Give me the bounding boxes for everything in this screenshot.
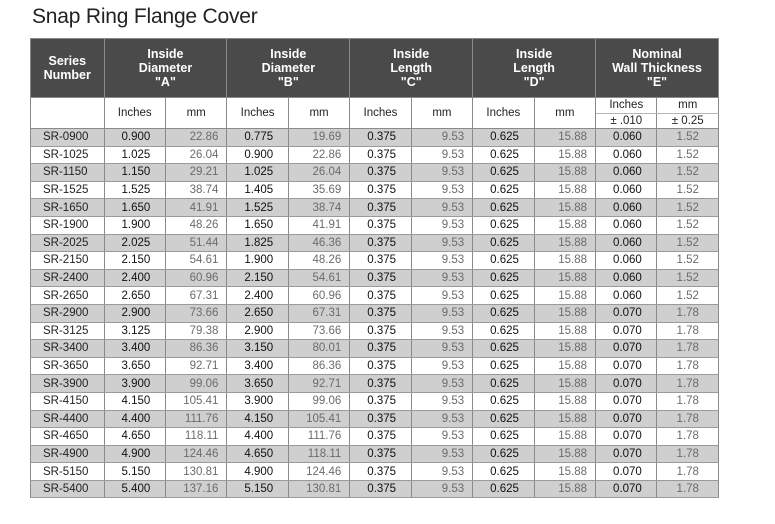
diameter-a-inches-cell: 4.900 — [104, 445, 165, 463]
wall-e-mm-cell: 1.78 — [657, 357, 719, 375]
unit-inches-b: Inches — [227, 98, 288, 129]
inside-diameter-b-header: Inside Diameter "B" — [227, 39, 350, 98]
series-number-cell: SR-1025 — [31, 146, 105, 164]
wall-e-inches-cell: 0.070 — [596, 304, 657, 322]
length-d-mm-cell: 15.88 — [534, 216, 595, 234]
length-d-inches-cell: 0.625 — [473, 304, 534, 322]
diameter-b-mm-cell: 38.74 — [288, 199, 349, 217]
length-c-inches-cell: 0.375 — [350, 428, 411, 446]
nominal-wall-thickness-e-header: Nominal Wall Thickness "E" — [596, 39, 719, 98]
table-row — [31, 375, 719, 393]
length-c-inches-cell: 0.375 — [350, 445, 411, 463]
inside-diameter-a-header: Inside Diameter "A" — [104, 39, 227, 98]
table-row — [31, 322, 719, 340]
series-number-cell: SR-1525 — [31, 181, 105, 199]
length-d-inches-cell: 0.625 — [473, 216, 534, 234]
length-c-mm-cell: 9.53 — [411, 428, 472, 446]
table-row — [31, 146, 719, 164]
length-c-mm-cell: 9.53 — [411, 252, 472, 270]
wall-e-inches-cell: 0.060 — [596, 269, 657, 287]
diameter-b-inches-cell: 4.400 — [227, 428, 288, 446]
diameter-a-inches-cell: 1.900 — [104, 216, 165, 234]
wall-e-inches-cell: 0.070 — [596, 428, 657, 446]
diameter-a-mm-cell: 92.71 — [165, 357, 226, 375]
diameter-b-mm-cell: 46.36 — [288, 234, 349, 252]
series-number-cell: SR-3650 — [31, 357, 105, 375]
length-d-mm-cell: 15.88 — [534, 375, 595, 393]
diameter-b-mm-cell: 130.81 — [288, 480, 349, 498]
length-c-inches-cell: 0.375 — [350, 480, 411, 498]
wall-e-inches-cell: 0.070 — [596, 410, 657, 428]
diameter-b-inches-cell: 4.150 — [227, 410, 288, 428]
length-c-mm-cell: 9.53 — [411, 287, 472, 305]
diameter-a-inches-cell: 1.025 — [104, 146, 165, 164]
diameter-b-mm-cell: 54.61 — [288, 269, 349, 287]
length-c-inches-cell: 0.375 — [350, 357, 411, 375]
table-row — [31, 181, 719, 199]
unit-inches-d: Inches — [473, 98, 534, 129]
inside-length-c-header: Inside Length "C" — [350, 39, 473, 98]
diameter-b-inches-cell: 3.400 — [227, 357, 288, 375]
diameter-a-mm-cell: 137.16 — [165, 480, 226, 498]
wall-e-inches-cell: 0.060 — [596, 164, 657, 182]
diameter-a-mm-cell: 54.61 — [165, 252, 226, 270]
series-number-cell: SR-4400 — [31, 410, 105, 428]
diameter-b-inches-cell: 1.650 — [227, 216, 288, 234]
length-d-mm-cell: 15.88 — [534, 428, 595, 446]
length-c-mm-cell: 9.53 — [411, 181, 472, 199]
diameter-a-mm-cell: 29.21 — [165, 164, 226, 182]
length-c-mm-cell: 9.53 — [411, 480, 472, 498]
page-title: Snap Ring Flange Cover — [32, 5, 258, 28]
series-number-cell: SR-3400 — [31, 340, 105, 358]
length-d-mm-cell: 15.88 — [534, 410, 595, 428]
wall-e-inches-cell: 0.060 — [596, 199, 657, 217]
spec-table — [30, 38, 719, 498]
wall-e-mm-cell: 1.78 — [657, 445, 719, 463]
length-d-mm-cell: 15.88 — [534, 392, 595, 410]
diameter-a-inches-cell: 3.650 — [104, 357, 165, 375]
length-c-inches-cell: 0.375 — [350, 287, 411, 305]
length-d-inches-cell: 0.625 — [473, 428, 534, 446]
diameter-b-inches-cell: 1.825 — [227, 234, 288, 252]
length-c-inches-cell: 0.375 — [350, 199, 411, 217]
header-row — [31, 39, 719, 98]
wall-e-mm-cell: 1.52 — [657, 199, 719, 217]
wall-e-mm-cell: 1.52 — [657, 164, 719, 182]
unit-mm-b: mm — [288, 98, 349, 129]
diameter-b-inches-cell: 2.900 — [227, 322, 288, 340]
length-c-inches-cell: 0.375 — [350, 164, 411, 182]
table-row — [31, 357, 719, 375]
table-row — [31, 304, 719, 322]
length-c-mm-cell: 9.53 — [411, 199, 472, 217]
diameter-b-inches-cell: 0.775 — [227, 129, 288, 147]
diameter-b-inches-cell: 5.150 — [227, 480, 288, 498]
diameter-a-mm-cell: 79.38 — [165, 322, 226, 340]
length-d-inches-cell: 0.625 — [473, 480, 534, 498]
unit-mm-d: mm — [534, 98, 595, 129]
diameter-b-mm-cell: 111.76 — [288, 428, 349, 446]
series-number-cell: SR-5150 — [31, 463, 105, 481]
table-row — [31, 234, 719, 252]
diameter-b-mm-cell: 92.71 — [288, 375, 349, 393]
table-body — [31, 129, 719, 498]
table-row — [31, 287, 719, 305]
wall-e-mm-cell: 1.78 — [657, 428, 719, 446]
length-c-mm-cell: 9.53 — [411, 463, 472, 481]
diameter-b-inches-cell: 0.900 — [227, 146, 288, 164]
wall-e-mm-cell: 1.78 — [657, 340, 719, 358]
table-row — [31, 269, 719, 287]
table-row — [31, 410, 719, 428]
length-c-inches-cell: 0.375 — [350, 340, 411, 358]
table-row — [31, 463, 719, 481]
length-c-mm-cell: 9.53 — [411, 304, 472, 322]
length-c-mm-cell: 9.53 — [411, 375, 472, 393]
series-number-cell: SR-3900 — [31, 375, 105, 393]
length-c-inches-cell: 0.375 — [350, 269, 411, 287]
length-d-inches-cell: 0.625 — [473, 252, 534, 270]
length-c-inches-cell: 0.375 — [350, 322, 411, 340]
length-d-mm-cell: 15.88 — [534, 287, 595, 305]
series-number-cell: SR-1900 — [31, 216, 105, 234]
wall-e-inches-cell: 0.060 — [596, 252, 657, 270]
diameter-a-mm-cell: 99.06 — [165, 375, 226, 393]
length-d-mm-cell: 15.88 — [534, 234, 595, 252]
series-number-cell: SR-1650 — [31, 199, 105, 217]
length-d-mm-cell: 15.88 — [534, 340, 595, 358]
length-d-mm-cell: 15.88 — [534, 269, 595, 287]
unit-mm-e: mm — [657, 98, 719, 114]
inside-length-d-header: Inside Length "D" — [473, 39, 596, 98]
diameter-b-inches-cell: 1.405 — [227, 181, 288, 199]
diameter-a-mm-cell: 26.04 — [165, 146, 226, 164]
diameter-b-inches-cell: 3.900 — [227, 392, 288, 410]
diameter-a-inches-cell: 5.150 — [104, 463, 165, 481]
wall-e-mm-cell: 1.52 — [657, 269, 719, 287]
length-d-inches-cell: 0.625 — [473, 287, 534, 305]
series-unit-blank — [31, 98, 105, 129]
series-number-cell: SR-2900 — [31, 304, 105, 322]
diameter-a-mm-cell: 41.91 — [165, 199, 226, 217]
series-number-cell: SR-2650 — [31, 287, 105, 305]
wall-e-mm-cell: 1.78 — [657, 375, 719, 393]
diameter-b-inches-cell: 4.900 — [227, 463, 288, 481]
length-c-mm-cell: 9.53 — [411, 357, 472, 375]
diameter-b-inches-cell: 1.525 — [227, 199, 288, 217]
wall-e-mm-cell: 1.78 — [657, 304, 719, 322]
diameter-b-mm-cell: 35.69 — [288, 181, 349, 199]
diameter-b-mm-cell: 99.06 — [288, 392, 349, 410]
length-d-inches-cell: 0.625 — [473, 410, 534, 428]
wall-e-inches-cell: 0.070 — [596, 392, 657, 410]
diameter-a-inches-cell: 3.125 — [104, 322, 165, 340]
diameter-a-inches-cell: 2.400 — [104, 269, 165, 287]
diameter-a-mm-cell: 73.66 — [165, 304, 226, 322]
diameter-a-mm-cell: 124.46 — [165, 445, 226, 463]
length-c-inches-cell: 0.375 — [350, 181, 411, 199]
table-row — [31, 164, 719, 182]
length-c-mm-cell: 9.53 — [411, 146, 472, 164]
length-d-inches-cell: 0.625 — [473, 129, 534, 147]
wall-e-mm-cell: 1.78 — [657, 392, 719, 410]
wall-e-mm-cell: 1.52 — [657, 181, 719, 199]
length-c-inches-cell: 0.375 — [350, 392, 411, 410]
table-row — [31, 129, 719, 147]
length-c-mm-cell: 9.53 — [411, 269, 472, 287]
table-row — [31, 392, 719, 410]
diameter-a-inches-cell: 2.025 — [104, 234, 165, 252]
diameter-b-mm-cell: 67.31 — [288, 304, 349, 322]
diameter-b-mm-cell: 80.01 — [288, 340, 349, 358]
length-d-mm-cell: 15.88 — [534, 252, 595, 270]
wall-e-mm-cell: 1.52 — [657, 129, 719, 147]
diameter-a-inches-cell: 2.150 — [104, 252, 165, 270]
wall-e-inches-cell: 0.070 — [596, 322, 657, 340]
length-d-inches-cell: 0.625 — [473, 146, 534, 164]
diameter-b-inches-cell: 2.150 — [227, 269, 288, 287]
length-d-inches-cell: 0.625 — [473, 164, 534, 182]
wall-e-mm-cell: 1.78 — [657, 463, 719, 481]
diameter-a-inches-cell: 0.900 — [104, 129, 165, 147]
length-c-mm-cell: 9.53 — [411, 129, 472, 147]
diameter-b-mm-cell: 86.36 — [288, 357, 349, 375]
unit-mm-c: mm — [411, 98, 472, 129]
diameter-b-mm-cell: 41.91 — [288, 216, 349, 234]
diameter-b-mm-cell: 22.86 — [288, 146, 349, 164]
wall-e-mm-cell: 1.52 — [657, 234, 719, 252]
diameter-b-mm-cell: 105.41 — [288, 410, 349, 428]
diameter-a-mm-cell: 105.41 — [165, 392, 226, 410]
diameter-a-mm-cell: 48.26 — [165, 216, 226, 234]
diameter-b-inches-cell: 3.650 — [227, 375, 288, 393]
length-d-mm-cell: 15.88 — [534, 181, 595, 199]
length-d-inches-cell: 0.625 — [473, 269, 534, 287]
tolerance-mm: ± 0.25 — [657, 113, 719, 129]
length-c-inches-cell: 0.375 — [350, 252, 411, 270]
diameter-b-mm-cell: 124.46 — [288, 463, 349, 481]
table-row — [31, 252, 719, 270]
wall-e-inches-cell: 0.070 — [596, 445, 657, 463]
series-number-cell: SR-4150 — [31, 392, 105, 410]
diameter-a-inches-cell: 1.525 — [104, 181, 165, 199]
length-d-inches-cell: 0.625 — [473, 463, 534, 481]
length-c-mm-cell: 9.53 — [411, 216, 472, 234]
wall-e-mm-cell: 1.52 — [657, 216, 719, 234]
diameter-a-inches-cell: 1.150 — [104, 164, 165, 182]
length-d-mm-cell: 15.88 — [534, 304, 595, 322]
wall-e-inches-cell: 0.060 — [596, 181, 657, 199]
diameter-b-inches-cell: 4.650 — [227, 445, 288, 463]
length-c-mm-cell: 9.53 — [411, 340, 472, 358]
length-d-mm-cell: 15.88 — [534, 146, 595, 164]
table-row — [31, 445, 719, 463]
wall-e-mm-cell: 1.52 — [657, 146, 719, 164]
length-d-inches-cell: 0.625 — [473, 340, 534, 358]
length-c-mm-cell: 9.53 — [411, 322, 472, 340]
length-c-inches-cell: 0.375 — [350, 463, 411, 481]
table-row — [31, 216, 719, 234]
length-d-mm-cell: 15.88 — [534, 445, 595, 463]
length-d-inches-cell: 0.625 — [473, 392, 534, 410]
wall-e-mm-cell: 1.78 — [657, 480, 719, 498]
diameter-a-mm-cell: 51.44 — [165, 234, 226, 252]
series-header: Series Number — [31, 39, 105, 98]
diameter-a-inches-cell: 4.150 — [104, 392, 165, 410]
wall-e-inches-cell: 0.060 — [596, 129, 657, 147]
wall-e-inches-cell: 0.060 — [596, 234, 657, 252]
length-c-inches-cell: 0.375 — [350, 129, 411, 147]
diameter-a-inches-cell: 1.650 — [104, 199, 165, 217]
diameter-a-inches-cell: 3.400 — [104, 340, 165, 358]
diameter-b-inches-cell: 2.650 — [227, 304, 288, 322]
diameter-a-mm-cell: 60.96 — [165, 269, 226, 287]
length-c-mm-cell: 9.53 — [411, 410, 472, 428]
unit-mm-a: mm — [165, 98, 226, 129]
length-c-inches-cell: 0.375 — [350, 304, 411, 322]
wall-e-inches-cell: 0.060 — [596, 146, 657, 164]
tolerance-inches: ± .010 — [596, 113, 657, 129]
diameter-b-mm-cell: 48.26 — [288, 252, 349, 270]
length-c-inches-cell: 0.375 — [350, 375, 411, 393]
length-d-inches-cell: 0.625 — [473, 357, 534, 375]
series-number-cell: SR-4650 — [31, 428, 105, 446]
length-c-mm-cell: 9.53 — [411, 234, 472, 252]
diameter-a-mm-cell: 118.11 — [165, 428, 226, 446]
length-d-inches-cell: 0.625 — [473, 445, 534, 463]
length-c-inches-cell: 0.375 — [350, 216, 411, 234]
length-c-mm-cell: 9.53 — [411, 392, 472, 410]
diameter-a-inches-cell: 2.900 — [104, 304, 165, 322]
wall-e-mm-cell: 1.78 — [657, 410, 719, 428]
series-number-cell: SR-0900 — [31, 129, 105, 147]
wall-e-mm-cell: 1.52 — [657, 252, 719, 270]
table-row — [31, 480, 719, 498]
diameter-a-inches-cell: 5.400 — [104, 480, 165, 498]
length-c-inches-cell: 0.375 — [350, 410, 411, 428]
length-d-mm-cell: 15.88 — [534, 164, 595, 182]
diameter-a-inches-cell: 4.400 — [104, 410, 165, 428]
diameter-b-mm-cell: 26.04 — [288, 164, 349, 182]
wall-e-inches-cell: 0.070 — [596, 480, 657, 498]
length-c-inches-cell: 0.375 — [350, 234, 411, 252]
series-number-cell: SR-5400 — [31, 480, 105, 498]
diameter-a-mm-cell: 22.86 — [165, 129, 226, 147]
unit-inches-e: Inches — [596, 98, 657, 114]
length-d-mm-cell: 15.88 — [534, 463, 595, 481]
length-d-mm-cell: 15.88 — [534, 129, 595, 147]
diameter-a-mm-cell: 67.31 — [165, 287, 226, 305]
diameter-b-inches-cell: 2.400 — [227, 287, 288, 305]
diameter-b-mm-cell: 60.96 — [288, 287, 349, 305]
unit-header-row — [31, 98, 719, 114]
length-d-mm-cell: 15.88 — [534, 322, 595, 340]
length-d-inches-cell: 0.625 — [473, 181, 534, 199]
diameter-a-mm-cell: 86.36 — [165, 340, 226, 358]
series-number-cell: SR-2400 — [31, 269, 105, 287]
length-c-inches-cell: 0.375 — [350, 146, 411, 164]
table-row — [31, 199, 719, 217]
length-d-inches-cell: 0.625 — [473, 375, 534, 393]
diameter-b-mm-cell: 118.11 — [288, 445, 349, 463]
wall-e-inches-cell: 0.070 — [596, 357, 657, 375]
wall-e-inches-cell: 0.070 — [596, 463, 657, 481]
diameter-a-inches-cell: 3.900 — [104, 375, 165, 393]
diameter-b-inches-cell: 1.900 — [227, 252, 288, 270]
wall-e-inches-cell: 0.070 — [596, 340, 657, 358]
wall-e-inches-cell: 0.060 — [596, 287, 657, 305]
table-row — [31, 340, 719, 358]
diameter-a-mm-cell: 111.76 — [165, 410, 226, 428]
length-d-inches-cell: 0.625 — [473, 199, 534, 217]
diameter-a-mm-cell: 130.81 — [165, 463, 226, 481]
wall-e-inches-cell: 0.060 — [596, 216, 657, 234]
series-number-cell: SR-2150 — [31, 252, 105, 270]
wall-e-mm-cell: 1.78 — [657, 322, 719, 340]
diameter-b-mm-cell: 73.66 — [288, 322, 349, 340]
diameter-a-inches-cell: 2.650 — [104, 287, 165, 305]
series-number-cell: SR-1150 — [31, 164, 105, 182]
length-c-mm-cell: 9.53 — [411, 445, 472, 463]
series-number-cell: SR-3125 — [31, 322, 105, 340]
diameter-b-mm-cell: 19.69 — [288, 129, 349, 147]
length-d-mm-cell: 15.88 — [534, 480, 595, 498]
diameter-a-inches-cell: 4.650 — [104, 428, 165, 446]
diameter-b-inches-cell: 1.025 — [227, 164, 288, 182]
length-d-mm-cell: 15.88 — [534, 199, 595, 217]
unit-inches-c: Inches — [350, 98, 411, 129]
series-number-cell: SR-2025 — [31, 234, 105, 252]
diameter-a-mm-cell: 38.74 — [165, 181, 226, 199]
table-row — [31, 428, 719, 446]
length-d-inches-cell: 0.625 — [473, 322, 534, 340]
series-number-cell: SR-4900 — [31, 445, 105, 463]
wall-e-inches-cell: 0.070 — [596, 375, 657, 393]
wall-e-mm-cell: 1.52 — [657, 287, 719, 305]
unit-inches-a: Inches — [104, 98, 165, 129]
length-c-mm-cell: 9.53 — [411, 164, 472, 182]
diameter-b-inches-cell: 3.150 — [227, 340, 288, 358]
length-d-inches-cell: 0.625 — [473, 234, 534, 252]
length-d-mm-cell: 15.88 — [534, 357, 595, 375]
